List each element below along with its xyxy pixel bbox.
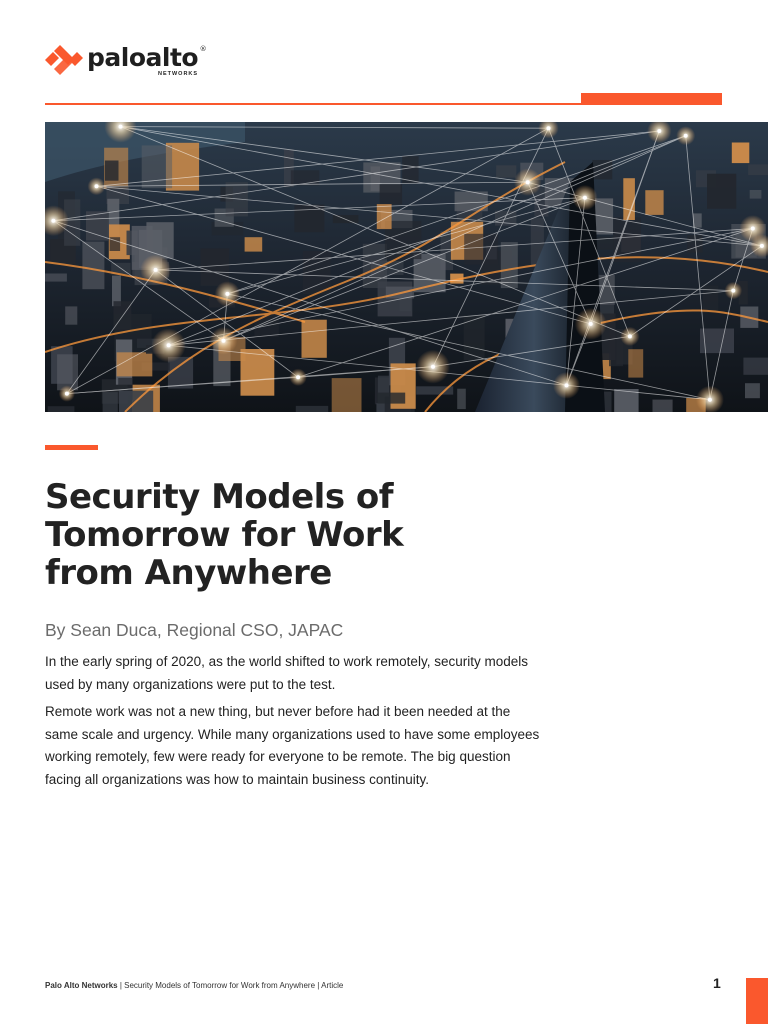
brand-subtitle: NETWORKS	[157, 71, 199, 77]
title-line: Tomorrow for Work	[45, 515, 404, 555]
footer-doc-title: Security Models of Tomorrow for Work from Anywhere	[124, 981, 316, 990]
page-number: 1	[713, 975, 721, 991]
paragraph-line: working remotely, few were ready for everyone to be remote. The big question	[45, 749, 511, 764]
logo-wordmark	[87, 43, 207, 78]
brand-name: paloalto	[87, 43, 199, 72]
page-footer	[45, 981, 343, 990]
registered-mark: ®	[199, 45, 207, 53]
title-line: Security Models of	[45, 477, 394, 517]
title-accent-bar	[45, 445, 98, 450]
article-title	[45, 478, 605, 592]
paragraph-line: facing all organizations was how to maintain business continuity.	[45, 771, 429, 787]
paloalto-logo-icon	[45, 45, 83, 75]
paragraph-2	[45, 701, 585, 791]
footer-company: Palo Alto Networks	[45, 981, 118, 990]
city-network-photo-icon	[45, 122, 768, 412]
paragraph-line: used by many organizations were put to the test.	[45, 676, 336, 692]
footer-separator: |	[315, 981, 322, 990]
page-tab-accent	[746, 978, 768, 1024]
brand-logo	[45, 43, 207, 78]
paragraph-line: same scale and urgency. While many organizations used to have some employees	[45, 726, 540, 742]
paragraph-line: In the early spring of 2020, as the world shifted to work remotely, security models	[45, 654, 528, 669]
header-rule-accent	[581, 93, 722, 105]
paragraph-1	[45, 651, 585, 696]
title-line: from Anywhere	[45, 553, 332, 593]
article-byline: By Sean Duca, Regional CSO, JAPAC	[45, 620, 344, 640]
hero-image	[45, 122, 768, 412]
paragraph-line: Remote work was not a new thing, but never before had it been needed at the	[45, 704, 511, 719]
footer-doc-type: Article	[321, 981, 344, 990]
footer-separator: |	[117, 981, 125, 990]
